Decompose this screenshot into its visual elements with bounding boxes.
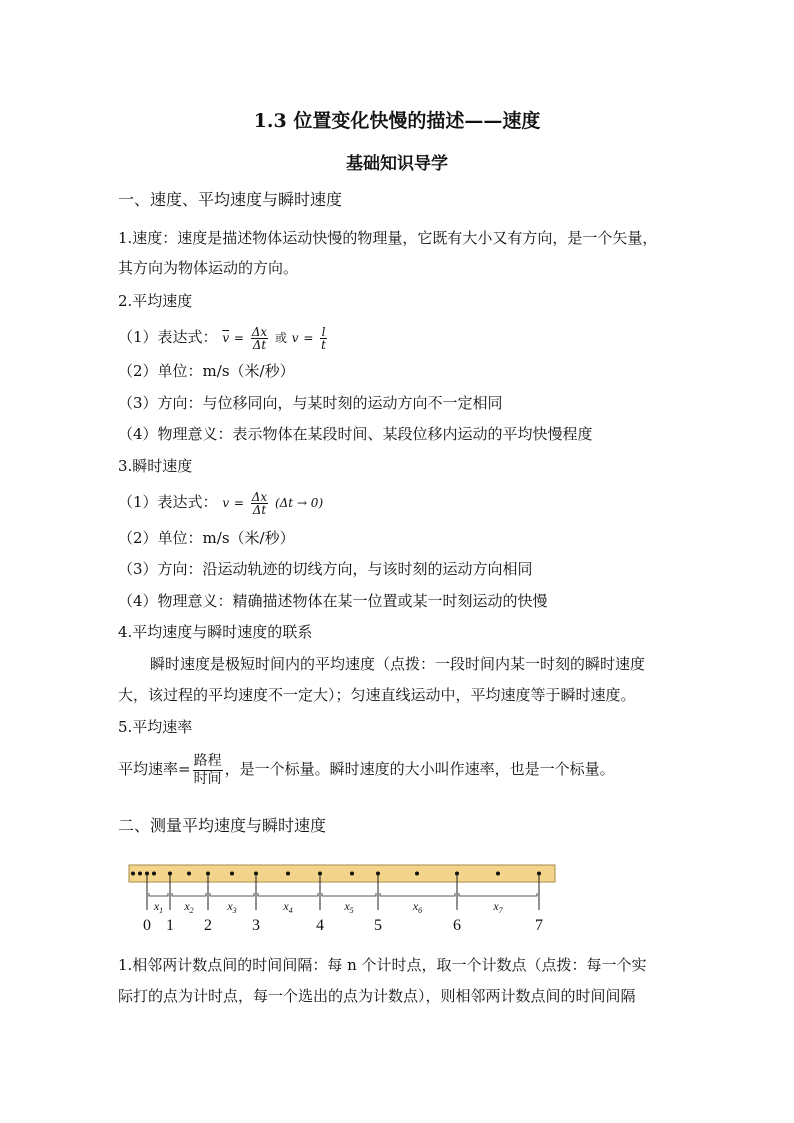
tape-dot	[496, 872, 500, 876]
fraction-numerator: Δx	[251, 324, 268, 339]
interval-paragraph-2: 际打的点为计时点，每一个选出的点为计数点），则相邻两计数点间的时间间隔	[118, 987, 636, 1005]
tape-dot	[187, 872, 191, 876]
avg-speed-description: ，是一个标量。瞬时速度的大小叫作速率，也是一个标量。	[224, 760, 615, 778]
paper-tape	[129, 865, 555, 882]
tape-point-label: 6	[453, 917, 461, 934]
avg-velocity-unit: （2）单位：m/s（米/秒）	[118, 362, 295, 380]
fraction-denominator: Δt	[252, 337, 267, 352]
inst-velocity-meaning: （4）物理意义：精确描述物体在某一位置或某一时刻运动的快慢	[118, 592, 548, 610]
section-heading-2: 二、测量平均速度与瞬时速度	[118, 816, 327, 835]
tape-interval-label: $x_7$	[493, 899, 503, 915]
interval-bracket	[380, 893, 455, 896]
page-title: 1.3 位置变化快慢的描述——速度	[253, 110, 541, 132]
or-word: 或	[274, 331, 287, 345]
fraction-numerator: Δx	[251, 489, 268, 504]
fraction-denominator: Δt	[252, 502, 267, 517]
avg-speed-lhs: 平均速率=	[118, 760, 191, 778]
interval-paragraph-1: 1.相邻两计数点间的时间间隔：每 n 个计时点，取一个计数点（点拨：每一个实	[118, 956, 647, 974]
fraction-denominator-t: t	[321, 337, 326, 352]
v-symbol: v	[291, 331, 299, 345]
interval-bracket	[149, 893, 168, 896]
limit-condition: (Δt → 0)	[274, 496, 324, 510]
tape-dot	[286, 872, 290, 876]
equals-sign: =	[233, 496, 244, 510]
tape-dot	[230, 872, 234, 876]
tape-interval-labels	[153, 899, 504, 915]
tape-dot	[350, 872, 354, 876]
ticker-tape-diagram	[118, 852, 568, 937]
relation-heading: 4.平均速度与瞬时速度的联系	[118, 623, 313, 641]
tape-point-labels	[143, 917, 543, 934]
fraction-dx-dt	[251, 326, 268, 351]
fraction-numerator-l: l	[321, 324, 326, 339]
fraction-denominator-time: 时间	[193, 770, 222, 787]
tape-interval-label: $x_4$	[283, 899, 293, 915]
tape-point-label: 2	[204, 917, 212, 934]
tape-point-label: 3	[252, 917, 260, 934]
interval-bracket	[258, 893, 318, 896]
formula-label: （1）表达式：	[118, 328, 218, 346]
tape-interval-label: $x_1$	[153, 899, 164, 915]
fraction-l-t	[320, 326, 327, 351]
relation-paragraph-2: 大，该过程的平均速度不一定大）；匀速直线运动中，平均速度等于瞬时速度。	[118, 686, 636, 704]
tape-point-label: 7	[535, 917, 543, 934]
tape-point-label: 1	[166, 917, 174, 934]
tape-dot	[138, 872, 142, 876]
tape-interval-label: $x_3$	[227, 899, 237, 915]
interval-bracket	[459, 893, 537, 896]
interval-bracket	[172, 893, 206, 896]
paragraph-speed-2: 其方向为物体运动的方向。	[118, 259, 299, 277]
formula-label: （1）表达式：	[118, 493, 218, 511]
tape-interval-label: $x_6$	[412, 899, 423, 915]
section-heading-1: 一、速度、平均速度与瞬时速度	[118, 190, 343, 209]
tape-point-label: 5	[374, 917, 382, 934]
paragraph-speed-1: 1.速度：速度是描述物体运动快慢的物理量，它既有大小又有方向，是一个矢量，	[118, 229, 658, 247]
avg-velocity-formula	[118, 320, 329, 354]
page-subtitle: 基础知识导学	[346, 154, 448, 174]
inst-velocity-formula	[118, 485, 323, 519]
tape-point-label: 4	[316, 917, 324, 934]
avg-velocity-heading: 2.平均速度	[118, 292, 193, 310]
tape-interval-label: $x_5$	[344, 899, 354, 915]
avg-speed-heading: 5.平均速率	[118, 718, 193, 736]
avg-speed-formula	[118, 749, 615, 789]
relation-paragraph-1: 瞬时速度是极短时间内的平均速度（点拨：一段时间内某一时刻的瞬时速度	[150, 655, 646, 673]
tape-point-label: 0	[143, 917, 151, 934]
tape-dot	[152, 872, 156, 876]
inst-velocity-unit: （2）单位：m/s（米/秒）	[118, 529, 295, 547]
avg-velocity-direction: （3）方向：与位移同向，与某时刻的运动方向不一定相同	[118, 394, 503, 412]
equals-sign: =	[233, 331, 244, 345]
tape-dot	[415, 872, 419, 876]
fraction-path-time	[193, 753, 223, 788]
fraction-numerator-path: 路程	[193, 752, 222, 769]
tape-interval-label: $x_2$	[184, 899, 194, 915]
tape-brackets	[149, 893, 537, 896]
tape-dot	[131, 872, 135, 876]
inst-velocity-direction: （3）方向：沿运动轨迹的切线方向，与该时刻的运动方向相同	[118, 560, 533, 578]
fraction-dx-dt	[251, 491, 268, 516]
equals-sign-2: =	[303, 331, 314, 345]
interval-bracket	[210, 893, 254, 896]
v-bar-symbol: $\overline{v}$	[222, 331, 230, 345]
inst-velocity-heading: 3.瞬时速度	[118, 457, 193, 475]
v-symbol: v	[222, 496, 230, 510]
avg-velocity-meaning: （4）物理意义：表示物体在某段时间、某段位移内运动的平均快慢程度	[118, 425, 593, 443]
interval-bracket	[322, 893, 376, 896]
